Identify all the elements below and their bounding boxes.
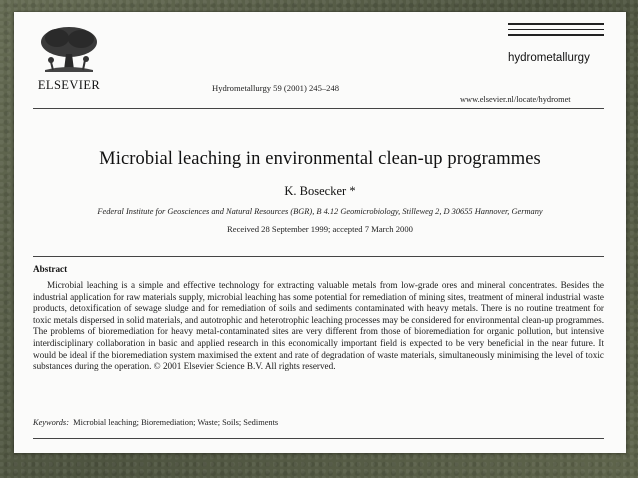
abstract-text: Microbial leaching is a simple and effective technology for extracting valuable metals from low-grade ores and mineral concentrates. Besides the industrial application for raw materials supply, microbial leaching has some potential for remediation of mining sites, treatment of mineral industrial waste products, detoxification of sewage sludge and for remediation of soils and sediments contaminated with heavy metals. There is no routine treatment for toxic metals dispersed in solid materials, and autotrophic and heterotrophic leaching processes may be considered for environmental clean-up programmes. The problems of bioremediation for heavy metal-contaminated sites are very different from those of bioremediation for organic pollution, but intensive interdisciplinary collaboration in basic and applied research in this economically important field is expected to be very beneficial in the near future. It would be ideal if the bioremediation system maximised the extent and rate of degradation of waste materials, simultaneously minimising the level of toxic substances during the operation. © 2001 Elsevier Science B.V. All rights reserved. (33, 280, 604, 372)
divider-bottom (33, 438, 604, 439)
brand-rule (508, 23, 604, 25)
paper-sheet (14, 12, 626, 453)
elsevier-logo (33, 24, 105, 90)
publisher-name: ELSEVIER (37, 78, 101, 92)
received-date: Received 28 September 1999; accepted 7 March 2000 (227, 224, 413, 234)
keywords-values: Microbial leaching; Bioremediation; Waste; Soils; Sediments (73, 418, 279, 427)
elsevier-tree-icon (37, 24, 101, 76)
brand-rule (508, 34, 604, 36)
divider-middle (33, 256, 604, 257)
keywords-line (33, 418, 278, 427)
brand-rule (508, 29, 604, 30)
article-author: K. Bosecker * (284, 184, 356, 198)
abstract-heading: Abstract (33, 264, 68, 274)
journal-brand-rules (508, 23, 604, 40)
journal-citation: Hydrometallurgy 59 (2001) 245–248 (212, 83, 340, 93)
divider-top (33, 108, 604, 109)
keywords-label: Keywords: (33, 418, 69, 427)
author-affiliation: Federal Institute for Geosciences and Natural Resources (BGR), B 4.12 Geomicrobiology, Stilleweg 2, D 30655 Hannover, Germany (97, 207, 543, 216)
journal-url[interactable]: www.elsevier.nl/locate/hydromet (460, 95, 571, 104)
article-title: Microbial leaching in environmental clean-up programmes (99, 149, 541, 169)
journal-brand: hydrometallurgy (508, 52, 590, 64)
